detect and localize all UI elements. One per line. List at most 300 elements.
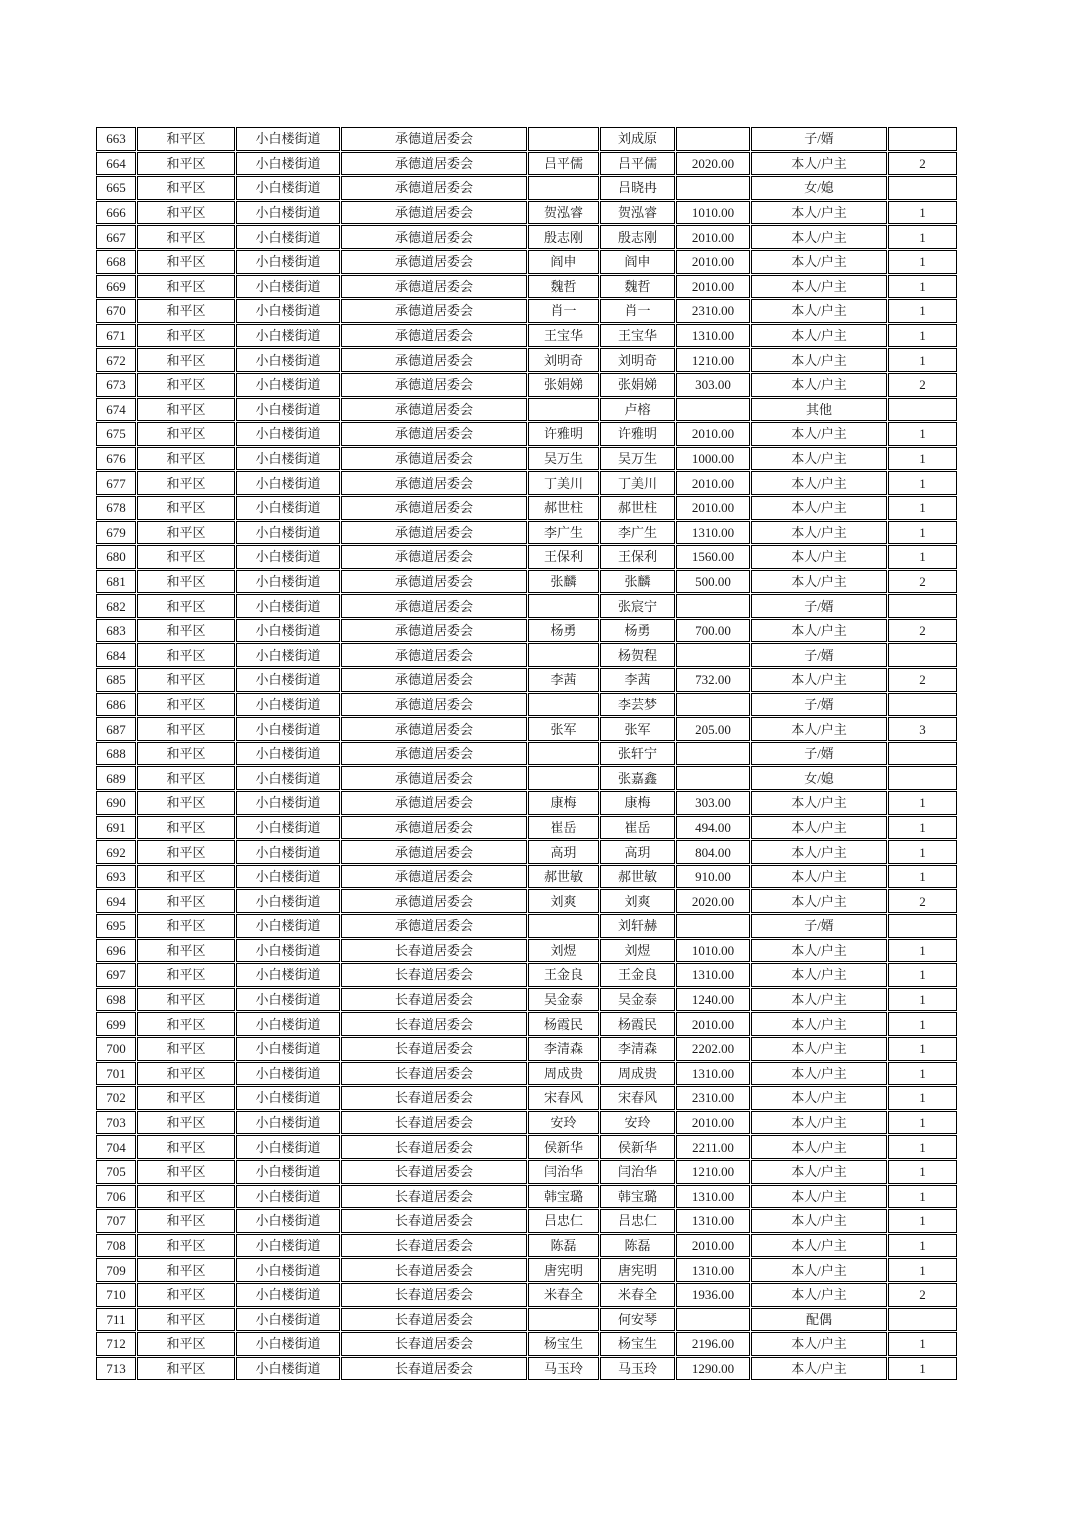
cell-street: 小白楼街道 bbox=[236, 1037, 340, 1061]
cell-street: 小白楼街道 bbox=[236, 816, 340, 840]
cell-district: 和平区 bbox=[137, 914, 235, 938]
cell-member: 张轩宁 bbox=[600, 742, 675, 766]
cell-count: 2 bbox=[888, 889, 957, 913]
cell-count: 1 bbox=[888, 201, 957, 225]
cell-member: 李芸梦 bbox=[600, 693, 675, 717]
cell-amount: 1310.00 bbox=[676, 1209, 750, 1233]
cell-street: 小白楼街道 bbox=[236, 889, 340, 913]
cell-street: 小白楼街道 bbox=[236, 201, 340, 225]
cell-committee: 承德道居委会 bbox=[341, 127, 527, 151]
cell-declarant: 宋春风 bbox=[528, 1086, 599, 1110]
cell-member: 杨勇 bbox=[600, 619, 675, 643]
cell-member: 刘煜 bbox=[600, 939, 675, 963]
cell-committee: 承德道居委会 bbox=[341, 643, 527, 667]
cell-amount: 1000.00 bbox=[676, 447, 750, 471]
cell-seq: 709 bbox=[96, 1258, 136, 1282]
cell-committee: 承德道居委会 bbox=[341, 594, 527, 618]
cell-count: 1 bbox=[888, 840, 957, 864]
cell-count: 1 bbox=[888, 1111, 957, 1135]
cell-committee: 承德道居委会 bbox=[341, 521, 527, 545]
cell-street: 小白楼街道 bbox=[236, 1086, 340, 1110]
cell-amount: 1310.00 bbox=[676, 1258, 750, 1282]
cell-declarant bbox=[528, 127, 599, 151]
cell-member: 刘轩赫 bbox=[600, 914, 675, 938]
cell-count: 1 bbox=[888, 816, 957, 840]
cell-count: 1 bbox=[888, 1062, 957, 1086]
cell-district: 和平区 bbox=[137, 1258, 235, 1282]
cell-relation: 本人/户主 bbox=[751, 299, 887, 323]
table-row bbox=[96, 471, 957, 495]
cell-relation: 本人/户主 bbox=[751, 1062, 887, 1086]
cell-district: 和平区 bbox=[137, 889, 235, 913]
cell-relation: 本人/户主 bbox=[751, 570, 887, 594]
cell-member: 吕平儒 bbox=[600, 152, 675, 176]
cell-committee: 承德道居委会 bbox=[341, 570, 527, 594]
table-row bbox=[96, 963, 957, 987]
cell-amount: 1310.00 bbox=[676, 1062, 750, 1086]
cell-count bbox=[888, 693, 957, 717]
cell-member: 阎申 bbox=[600, 250, 675, 274]
cell-count: 3 bbox=[888, 717, 957, 741]
cell-member: 刘成原 bbox=[600, 127, 675, 151]
cell-member: 刘明奇 bbox=[600, 348, 675, 372]
cell-street: 小白楼街道 bbox=[236, 176, 340, 200]
cell-member: 肖一 bbox=[600, 299, 675, 323]
cell-committee: 承德道居委会 bbox=[341, 742, 527, 766]
cell-relation: 本人/户主 bbox=[751, 348, 887, 372]
cell-street: 小白楼街道 bbox=[236, 1062, 340, 1086]
cell-street: 小白楼街道 bbox=[236, 1258, 340, 1282]
cell-count: 2 bbox=[888, 668, 957, 692]
cell-seq: 686 bbox=[96, 693, 136, 717]
cell-street: 小白楼街道 bbox=[236, 127, 340, 151]
cell-seq: 678 bbox=[96, 496, 136, 520]
cell-amount: 1936.00 bbox=[676, 1283, 750, 1307]
table-row bbox=[96, 250, 957, 274]
cell-member: 王宝华 bbox=[600, 324, 675, 348]
cell-amount: 1310.00 bbox=[676, 963, 750, 987]
cell-member: 杨贺程 bbox=[600, 643, 675, 667]
cell-district: 和平区 bbox=[137, 988, 235, 1012]
cell-street: 小白楼街道 bbox=[236, 963, 340, 987]
cell-seq: 670 bbox=[96, 299, 136, 323]
cell-street: 小白楼街道 bbox=[236, 668, 340, 692]
table-row bbox=[96, 619, 957, 643]
cell-district: 和平区 bbox=[137, 398, 235, 422]
cell-street: 小白楼街道 bbox=[236, 840, 340, 864]
cell-relation: 本人/户主 bbox=[751, 275, 887, 299]
cell-street: 小白楼街道 bbox=[236, 250, 340, 274]
cell-committee: 承德道居委会 bbox=[341, 225, 527, 249]
cell-district: 和平区 bbox=[137, 176, 235, 200]
cell-seq: 699 bbox=[96, 1012, 136, 1036]
cell-street: 小白楼街道 bbox=[236, 545, 340, 569]
cell-committee: 长春道居委会 bbox=[341, 1234, 527, 1258]
cell-amount: 2310.00 bbox=[676, 1086, 750, 1110]
cell-count: 2 bbox=[888, 1283, 957, 1307]
cell-amount: 2010.00 bbox=[676, 1111, 750, 1135]
cell-declarant: 许雅明 bbox=[528, 422, 599, 446]
cell-relation: 女/媳 bbox=[751, 176, 887, 200]
cell-district: 和平区 bbox=[137, 1062, 235, 1086]
cell-seq: 695 bbox=[96, 914, 136, 938]
cell-relation: 本人/户主 bbox=[751, 1258, 887, 1282]
cell-declarant bbox=[528, 176, 599, 200]
cell-district: 和平区 bbox=[137, 766, 235, 790]
table-row bbox=[96, 914, 957, 938]
cell-district: 和平区 bbox=[137, 1160, 235, 1184]
cell-seq: 696 bbox=[96, 939, 136, 963]
table-row bbox=[96, 545, 957, 569]
cell-amount: 2010.00 bbox=[676, 496, 750, 520]
cell-street: 小白楼街道 bbox=[236, 348, 340, 372]
cell-member: 许雅明 bbox=[600, 422, 675, 446]
cell-amount: 2020.00 bbox=[676, 152, 750, 176]
cell-committee: 长春道居委会 bbox=[341, 939, 527, 963]
cell-street: 小白楼街道 bbox=[236, 865, 340, 889]
cell-district: 和平区 bbox=[137, 1283, 235, 1307]
table-row bbox=[96, 1012, 957, 1036]
cell-amount: 1010.00 bbox=[676, 201, 750, 225]
table-row bbox=[96, 275, 957, 299]
cell-district: 和平区 bbox=[137, 324, 235, 348]
cell-count: 1 bbox=[888, 447, 957, 471]
cell-amount bbox=[676, 914, 750, 938]
cell-committee: 承德道居委会 bbox=[341, 840, 527, 864]
cell-count: 1 bbox=[888, 275, 957, 299]
cell-district: 和平区 bbox=[137, 1012, 235, 1036]
cell-district: 和平区 bbox=[137, 348, 235, 372]
cell-street: 小白楼街道 bbox=[236, 693, 340, 717]
cell-committee: 承德道居委会 bbox=[341, 152, 527, 176]
cell-committee: 长春道居委会 bbox=[341, 1209, 527, 1233]
cell-relation: 本人/户主 bbox=[751, 1037, 887, 1061]
cell-street: 小白楼街道 bbox=[236, 914, 340, 938]
cell-seq: 707 bbox=[96, 1209, 136, 1233]
cell-relation: 本人/户主 bbox=[751, 619, 887, 643]
cell-relation: 本人/户主 bbox=[751, 1332, 887, 1356]
cell-committee: 承德道居委会 bbox=[341, 275, 527, 299]
cell-committee: 承德道居委会 bbox=[341, 545, 527, 569]
cell-declarant: 刘爽 bbox=[528, 889, 599, 913]
cell-amount: 2196.00 bbox=[676, 1332, 750, 1356]
cell-count bbox=[888, 643, 957, 667]
table-row bbox=[96, 127, 957, 151]
cell-street: 小白楼街道 bbox=[236, 1283, 340, 1307]
table-row bbox=[96, 816, 957, 840]
cell-declarant: 李清森 bbox=[528, 1037, 599, 1061]
table-row bbox=[96, 1062, 957, 1086]
table-row bbox=[96, 889, 957, 913]
table-row bbox=[96, 791, 957, 815]
cell-district: 和平区 bbox=[137, 275, 235, 299]
cell-member: 闫治华 bbox=[600, 1160, 675, 1184]
cell-member: 李广生 bbox=[600, 521, 675, 545]
cell-committee: 承德道居委会 bbox=[341, 816, 527, 840]
cell-seq: 705 bbox=[96, 1160, 136, 1184]
cell-relation: 本人/户主 bbox=[751, 1209, 887, 1233]
cell-district: 和平区 bbox=[137, 250, 235, 274]
cell-street: 小白楼街道 bbox=[236, 1185, 340, 1209]
cell-count: 1 bbox=[888, 225, 957, 249]
cell-amount: 1560.00 bbox=[676, 545, 750, 569]
cell-amount: 500.00 bbox=[676, 570, 750, 594]
cell-street: 小白楼街道 bbox=[236, 1332, 340, 1356]
cell-relation: 本人/户主 bbox=[751, 963, 887, 987]
cell-amount: 2010.00 bbox=[676, 1012, 750, 1036]
cell-street: 小白楼街道 bbox=[236, 373, 340, 397]
table-row bbox=[96, 1086, 957, 1110]
cell-committee: 长春道居委会 bbox=[341, 1062, 527, 1086]
cell-relation: 子/婿 bbox=[751, 742, 887, 766]
cell-seq: 679 bbox=[96, 521, 136, 545]
cell-declarant: 马玉玲 bbox=[528, 1357, 599, 1381]
cell-district: 和平区 bbox=[137, 1332, 235, 1356]
cell-amount: 1310.00 bbox=[676, 324, 750, 348]
cell-member: 崔岳 bbox=[600, 816, 675, 840]
cell-relation: 子/婿 bbox=[751, 127, 887, 151]
cell-count: 1 bbox=[888, 1086, 957, 1110]
table-row bbox=[96, 152, 957, 176]
records-table bbox=[95, 126, 958, 1381]
cell-amount: 2010.00 bbox=[676, 225, 750, 249]
cell-district: 和平区 bbox=[137, 152, 235, 176]
cell-district: 和平区 bbox=[137, 1086, 235, 1110]
cell-member: 贺泓睿 bbox=[600, 201, 675, 225]
cell-seq: 693 bbox=[96, 865, 136, 889]
cell-declarant: 吴万生 bbox=[528, 447, 599, 471]
cell-count: 1 bbox=[888, 1357, 957, 1381]
cell-committee: 长春道居委会 bbox=[341, 1012, 527, 1036]
cell-seq: 681 bbox=[96, 570, 136, 594]
cell-relation: 其他 bbox=[751, 398, 887, 422]
cell-relation: 本人/户主 bbox=[751, 816, 887, 840]
cell-amount: 804.00 bbox=[676, 840, 750, 864]
table-row bbox=[96, 570, 957, 594]
cell-committee: 承德道居委会 bbox=[341, 201, 527, 225]
cell-declarant: 郝世柱 bbox=[528, 496, 599, 520]
cell-declarant: 郝世敏 bbox=[528, 865, 599, 889]
cell-member: 康梅 bbox=[600, 791, 675, 815]
cell-street: 小白楼街道 bbox=[236, 988, 340, 1012]
cell-street: 小白楼街道 bbox=[236, 1135, 340, 1159]
cell-seq: 677 bbox=[96, 471, 136, 495]
cell-count bbox=[888, 594, 957, 618]
cell-district: 和平区 bbox=[137, 742, 235, 766]
cell-district: 和平区 bbox=[137, 1357, 235, 1381]
cell-relation: 本人/户主 bbox=[751, 668, 887, 692]
cell-count: 1 bbox=[888, 1185, 957, 1209]
cell-committee: 长春道居委会 bbox=[341, 1332, 527, 1356]
cell-committee: 承德道居委会 bbox=[341, 496, 527, 520]
cell-declarant: 吕平儒 bbox=[528, 152, 599, 176]
table-row bbox=[96, 201, 957, 225]
table-row bbox=[96, 717, 957, 741]
table-row bbox=[96, 1357, 957, 1381]
cell-relation: 配偶 bbox=[751, 1308, 887, 1332]
cell-seq: 672 bbox=[96, 348, 136, 372]
cell-count: 1 bbox=[888, 1012, 957, 1036]
cell-street: 小白楼街道 bbox=[236, 1357, 340, 1381]
cell-amount: 1240.00 bbox=[676, 988, 750, 1012]
cell-count: 1 bbox=[888, 521, 957, 545]
table-row bbox=[96, 299, 957, 323]
cell-member: 吕忠仁 bbox=[600, 1209, 675, 1233]
cell-count bbox=[888, 127, 957, 151]
cell-district: 和平区 bbox=[137, 1037, 235, 1061]
cell-relation: 本人/户主 bbox=[751, 1185, 887, 1209]
cell-declarant: 魏哲 bbox=[528, 275, 599, 299]
cell-seq: 675 bbox=[96, 422, 136, 446]
cell-count: 1 bbox=[888, 422, 957, 446]
cell-seq: 710 bbox=[96, 1283, 136, 1307]
cell-amount: 303.00 bbox=[676, 791, 750, 815]
cell-count: 1 bbox=[888, 348, 957, 372]
cell-committee: 承德道居委会 bbox=[341, 619, 527, 643]
cell-seq: 712 bbox=[96, 1332, 136, 1356]
cell-relation: 本人/户主 bbox=[751, 250, 887, 274]
cell-seq: 685 bbox=[96, 668, 136, 692]
cell-declarant: 张娟娣 bbox=[528, 373, 599, 397]
cell-seq: 703 bbox=[96, 1111, 136, 1135]
cell-seq: 687 bbox=[96, 717, 136, 741]
cell-member: 唐宪明 bbox=[600, 1258, 675, 1282]
cell-street: 小白楼街道 bbox=[236, 570, 340, 594]
cell-district: 和平区 bbox=[137, 496, 235, 520]
cell-relation: 本人/户主 bbox=[751, 324, 887, 348]
cell-seq: 697 bbox=[96, 963, 136, 987]
cell-seq: 700 bbox=[96, 1037, 136, 1061]
cell-count: 1 bbox=[888, 1037, 957, 1061]
cell-relation: 本人/户主 bbox=[751, 840, 887, 864]
table-row bbox=[96, 1258, 957, 1282]
table-row bbox=[96, 1160, 957, 1184]
cell-district: 和平区 bbox=[137, 865, 235, 889]
cell-count bbox=[888, 176, 957, 200]
cell-street: 小白楼街道 bbox=[236, 1160, 340, 1184]
table-row bbox=[96, 865, 957, 889]
cell-district: 和平区 bbox=[137, 570, 235, 594]
cell-declarant: 刘明奇 bbox=[528, 348, 599, 372]
cell-count: 1 bbox=[888, 250, 957, 274]
cell-district: 和平区 bbox=[137, 816, 235, 840]
cell-declarant: 王保利 bbox=[528, 545, 599, 569]
cell-seq: 665 bbox=[96, 176, 136, 200]
cell-count: 1 bbox=[888, 545, 957, 569]
cell-declarant bbox=[528, 643, 599, 667]
cell-declarant bbox=[528, 693, 599, 717]
cell-amount: 700.00 bbox=[676, 619, 750, 643]
cell-district: 和平区 bbox=[137, 422, 235, 446]
cell-street: 小白楼街道 bbox=[236, 766, 340, 790]
cell-district: 和平区 bbox=[137, 791, 235, 815]
cell-declarant: 贺泓睿 bbox=[528, 201, 599, 225]
cell-committee: 承德道居委会 bbox=[341, 324, 527, 348]
cell-committee: 承德道居委会 bbox=[341, 176, 527, 200]
cell-seq: 708 bbox=[96, 1234, 136, 1258]
cell-count: 2 bbox=[888, 619, 957, 643]
cell-amount: 1010.00 bbox=[676, 939, 750, 963]
cell-count: 1 bbox=[888, 1160, 957, 1184]
cell-seq: 668 bbox=[96, 250, 136, 274]
cell-declarant: 王宝华 bbox=[528, 324, 599, 348]
cell-street: 小白楼街道 bbox=[236, 643, 340, 667]
cell-seq: 674 bbox=[96, 398, 136, 422]
cell-district: 和平区 bbox=[137, 939, 235, 963]
cell-street: 小白楼街道 bbox=[236, 1234, 340, 1258]
table-row bbox=[96, 447, 957, 471]
cell-amount: 1210.00 bbox=[676, 1160, 750, 1184]
cell-declarant bbox=[528, 398, 599, 422]
cell-declarant: 阎申 bbox=[528, 250, 599, 274]
cell-declarant: 殷志刚 bbox=[528, 225, 599, 249]
cell-committee: 承德道居委会 bbox=[341, 299, 527, 323]
cell-declarant: 侯新华 bbox=[528, 1135, 599, 1159]
cell-member: 殷志刚 bbox=[600, 225, 675, 249]
table-row bbox=[96, 496, 957, 520]
cell-member: 周成贵 bbox=[600, 1062, 675, 1086]
cell-declarant bbox=[528, 742, 599, 766]
cell-relation: 本人/户主 bbox=[751, 373, 887, 397]
cell-member: 刘爽 bbox=[600, 889, 675, 913]
cell-declarant: 米春全 bbox=[528, 1283, 599, 1307]
cell-street: 小白楼街道 bbox=[236, 299, 340, 323]
cell-declarant: 李茜 bbox=[528, 668, 599, 692]
cell-amount bbox=[676, 594, 750, 618]
cell-committee: 长春道居委会 bbox=[341, 1357, 527, 1381]
cell-seq: 701 bbox=[96, 1062, 136, 1086]
cell-committee: 承德道居委会 bbox=[341, 889, 527, 913]
cell-relation: 本人/户主 bbox=[751, 545, 887, 569]
cell-street: 小白楼街道 bbox=[236, 1209, 340, 1233]
table-row bbox=[96, 693, 957, 717]
cell-seq: 692 bbox=[96, 840, 136, 864]
cell-amount: 2010.00 bbox=[676, 250, 750, 274]
cell-amount: 2010.00 bbox=[676, 471, 750, 495]
cell-amount: 2010.00 bbox=[676, 275, 750, 299]
cell-member: 张娟娣 bbox=[600, 373, 675, 397]
cell-district: 和平区 bbox=[137, 963, 235, 987]
cell-declarant bbox=[528, 766, 599, 790]
cell-relation: 本人/户主 bbox=[751, 447, 887, 471]
cell-seq: 688 bbox=[96, 742, 136, 766]
cell-amount: 494.00 bbox=[676, 816, 750, 840]
cell-relation: 本人/户主 bbox=[751, 791, 887, 815]
cell-committee: 承德道居委会 bbox=[341, 914, 527, 938]
cell-relation: 本人/户主 bbox=[751, 1357, 887, 1381]
cell-member: 吕晓冉 bbox=[600, 176, 675, 200]
cell-declarant: 闫治华 bbox=[528, 1160, 599, 1184]
table-row bbox=[96, 742, 957, 766]
cell-member: 侯新华 bbox=[600, 1135, 675, 1159]
cell-declarant: 崔岳 bbox=[528, 816, 599, 840]
cell-member: 陈磊 bbox=[600, 1234, 675, 1258]
cell-district: 和平区 bbox=[137, 717, 235, 741]
cell-district: 和平区 bbox=[137, 1185, 235, 1209]
cell-declarant: 张麟 bbox=[528, 570, 599, 594]
cell-member: 杨霞民 bbox=[600, 1012, 675, 1036]
cell-count: 1 bbox=[888, 939, 957, 963]
cell-member: 吴金泰 bbox=[600, 988, 675, 1012]
cell-count bbox=[888, 398, 957, 422]
cell-seq: 698 bbox=[96, 988, 136, 1012]
cell-committee: 承德道居委会 bbox=[341, 373, 527, 397]
cell-seq: 663 bbox=[96, 127, 136, 151]
table-row bbox=[96, 324, 957, 348]
cell-relation: 本人/户主 bbox=[751, 1135, 887, 1159]
cell-count: 1 bbox=[888, 791, 957, 815]
cell-seq: 680 bbox=[96, 545, 136, 569]
